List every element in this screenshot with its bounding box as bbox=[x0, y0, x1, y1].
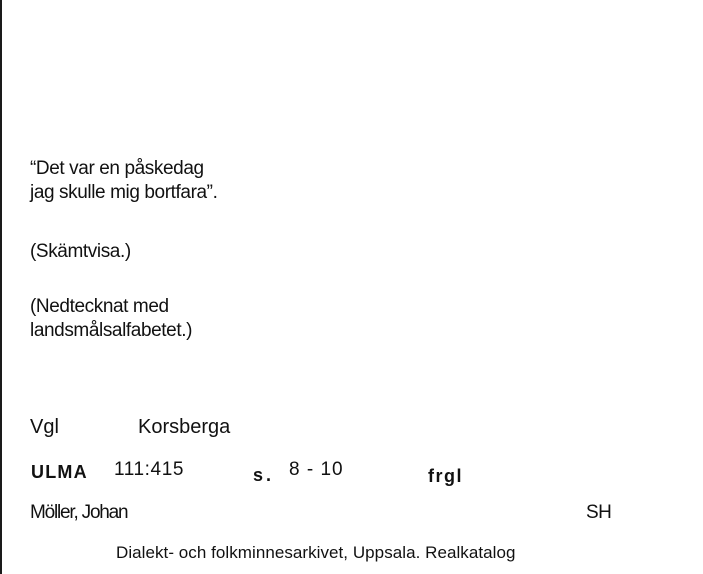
cataloguer-initials: SH bbox=[586, 502, 612, 523]
archive-code: ULMA bbox=[31, 462, 88, 482]
recorder-name: Möller, Johan bbox=[30, 502, 128, 523]
song-title-line-2: jag skulle mig bortfara”. bbox=[30, 182, 218, 203]
place-name: Korsberga bbox=[138, 416, 231, 438]
transcription-note-line-1: (Nedtecknat med bbox=[30, 296, 169, 317]
song-title-line-1: “Det var en påskedag bbox=[30, 158, 204, 179]
pages-label: s. bbox=[253, 465, 275, 485]
region-code: Vgl bbox=[30, 416, 59, 438]
song-title bbox=[30, 157, 217, 205]
category-code: frgl bbox=[428, 466, 463, 486]
transcription-note bbox=[30, 295, 192, 343]
archive-number: 111:415 bbox=[114, 459, 185, 480]
transcription-note-line-2: landsmålsalfabetet.) bbox=[30, 320, 193, 341]
archive-footer: Dialekt- och folkminnesarkivet, Uppsala. Realkatalog bbox=[116, 543, 516, 562]
pages-value: 8 - 10 bbox=[289, 459, 344, 480]
card-left-edge bbox=[0, 0, 2, 574]
genre-label: (Skämtvisa.) bbox=[30, 241, 131, 262]
